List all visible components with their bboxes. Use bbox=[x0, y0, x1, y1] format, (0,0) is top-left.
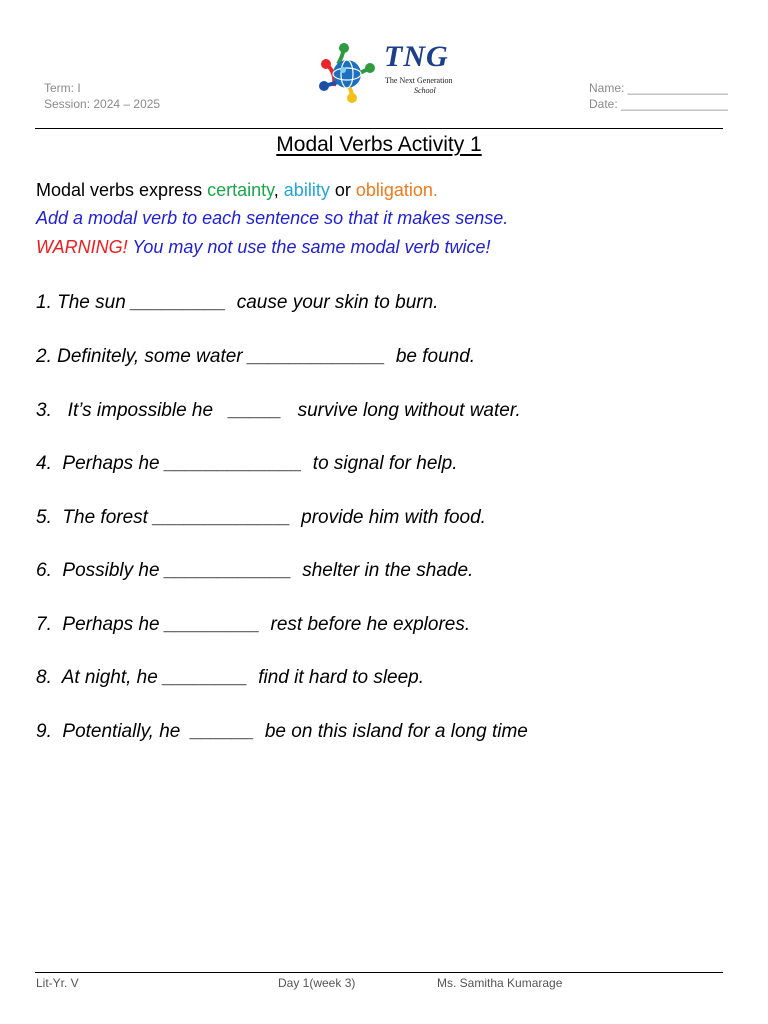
question-4: 4. Perhaps he _____________ to signal for help. bbox=[36, 453, 458, 474]
footer-divider bbox=[35, 972, 723, 973]
term-label: Term: I bbox=[44, 81, 81, 95]
logo-subtitle-school: School bbox=[414, 86, 436, 95]
footer-teacher: Ms. Samitha Kumarage bbox=[437, 976, 563, 990]
logo-text: TNG bbox=[384, 40, 449, 73]
logo-subtitle: The Next Generation bbox=[385, 76, 453, 85]
warning-text: You may not use the same modal verb twice! bbox=[127, 237, 491, 257]
session-label: Session: 2024 – 2025 bbox=[44, 97, 161, 111]
page-title-text: Modal Verbs Activity 1 bbox=[276, 133, 482, 156]
name-date-block bbox=[589, 80, 728, 112]
question-8: 8. At night, he ________ find it hard to sleep. bbox=[36, 667, 425, 688]
header-divider bbox=[35, 128, 723, 129]
question-7: 7. Perhaps he _________ rest before he explores. bbox=[36, 614, 471, 635]
warning-line bbox=[36, 234, 491, 260]
question-1: 1. The sun _________ cause your skin to burn. bbox=[36, 292, 439, 313]
question-9: 9. Potentially, he ______ be on this island for a long time bbox=[36, 721, 528, 742]
intro-or: or bbox=[329, 180, 356, 200]
page-title bbox=[0, 131, 758, 159]
footer-class: Lit-Yr. V bbox=[36, 976, 79, 990]
word-certainty: certainty bbox=[207, 180, 274, 200]
question-6: 6. Possibly he ____________ shelter in the shade. bbox=[36, 560, 474, 581]
instruction-line: Add a modal verb to each sentence so that it makes sense. bbox=[36, 208, 509, 228]
term-session-block bbox=[44, 80, 160, 112]
word-obligation: obligation. bbox=[355, 180, 438, 200]
intro-sentence bbox=[36, 176, 438, 204]
footer-day: Day 1(week 3) bbox=[278, 976, 356, 990]
name-field-label: Name: _______________ bbox=[589, 81, 728, 95]
word-ability: ability bbox=[283, 180, 330, 200]
question-2: 2. Definitely, some water _____________ be found. bbox=[36, 346, 476, 367]
intro-comma: , bbox=[273, 180, 284, 200]
warning-word: WARNING! bbox=[36, 237, 128, 257]
globe-logo-icon bbox=[312, 42, 382, 106]
question-5: 5. The forest _____________ provide him with food. bbox=[36, 507, 486, 528]
school-logo bbox=[312, 42, 462, 106]
date-field-label: Date: ________________ bbox=[589, 97, 728, 111]
intro-prefix: Modal verbs express bbox=[36, 180, 208, 200]
question-3: 3. It’s impossible he _____ survive long without water. bbox=[36, 400, 521, 421]
